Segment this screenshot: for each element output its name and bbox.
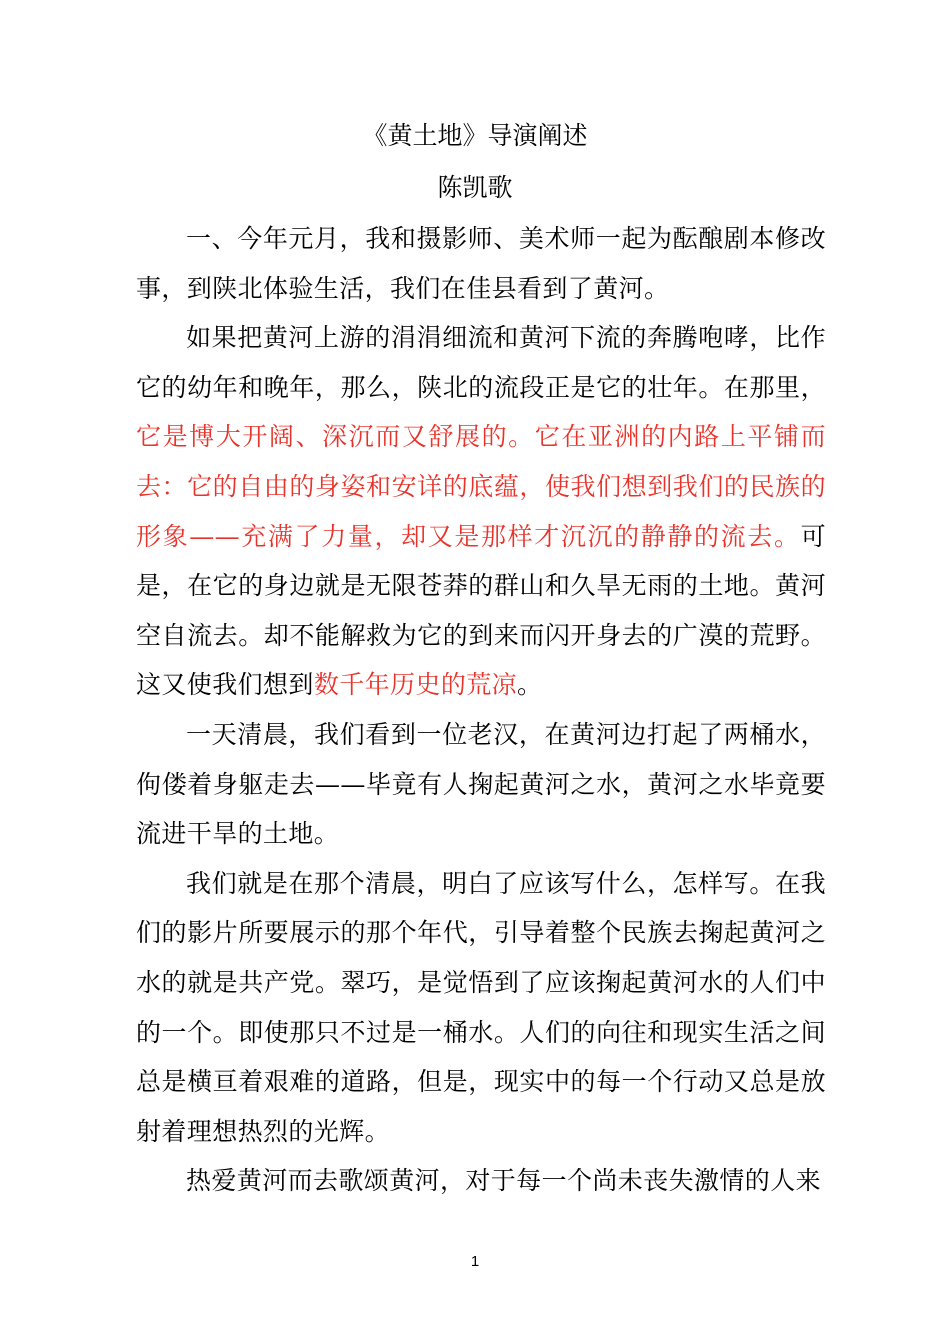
text-run: 一天清晨，我们看到一位老汉，在黄河边打起了两桶水，佝偻着身躯走去——毕竟有人掬起黄河之水，黄河之水毕竟要流进干旱的土地。 — [136, 719, 826, 849]
highlighted-text-run: 数千年历史的荒凉 — [313, 670, 518, 700]
paragraph — [136, 710, 826, 859]
text-run: 热爱黄河而去歌颂黄河，对于每一个尚未丧失激情的人来 — [186, 1166, 822, 1196]
text-run: 一、今年元月，我和摄影师、美术师一起为酝酿剧本修改事，到陕北体验生活，我们在佳县看到了黄河。 — [136, 224, 826, 303]
paragraph — [136, 1156, 826, 1206]
page-number: 1 — [470, 1253, 480, 1270]
highlighted-text-run: 它是博大开阔、深沉而又舒展的。它在亚洲的内路上平铺而去：它的自由的身姿和安详的底蕴，使我们想到我们的民族的形象——充满了力量，却又是那样才沉沉的静静的流去。 — [136, 422, 826, 551]
document-title: 《黄土地》导演阐述 — [362, 121, 588, 150]
paragraph — [136, 214, 826, 313]
paragraph — [136, 313, 826, 710]
paragraph — [136, 859, 826, 1157]
text-run: 。 — [517, 670, 543, 700]
text-run: 我们就是在那个清晨，明白了应该写什么，怎样写。在我们的影片所要展示的那个年代，引导着整个民族去掬起黄河之水的就是共产党。翠巧，是觉悟到了应该掬起黄河水的人们中的一个。即使那只不过是一桶水。人们的向往和现实生活之间总是横亘着艰难的道路，但是，现实中的每一个行动又总是放射着理想热烈的光辉。 — [136, 868, 826, 1146]
text-run: 可是，在它的身边就是无限苍莽的群山和久旱无雨的土地。黄河空自流去。却不能解救为它的到来而闪开身去的广漠的荒野。这又使我们想到 — [136, 521, 826, 700]
document-body — [136, 214, 826, 1206]
text-run: 如果把黄河上游的涓涓细流和黄河下流的奔腾咆哮，比作它的幼年和晚年，那么，陕北的流段正是它的壮年。在那里， — [136, 323, 826, 402]
document-author: 陈凯歌 — [437, 173, 513, 202]
